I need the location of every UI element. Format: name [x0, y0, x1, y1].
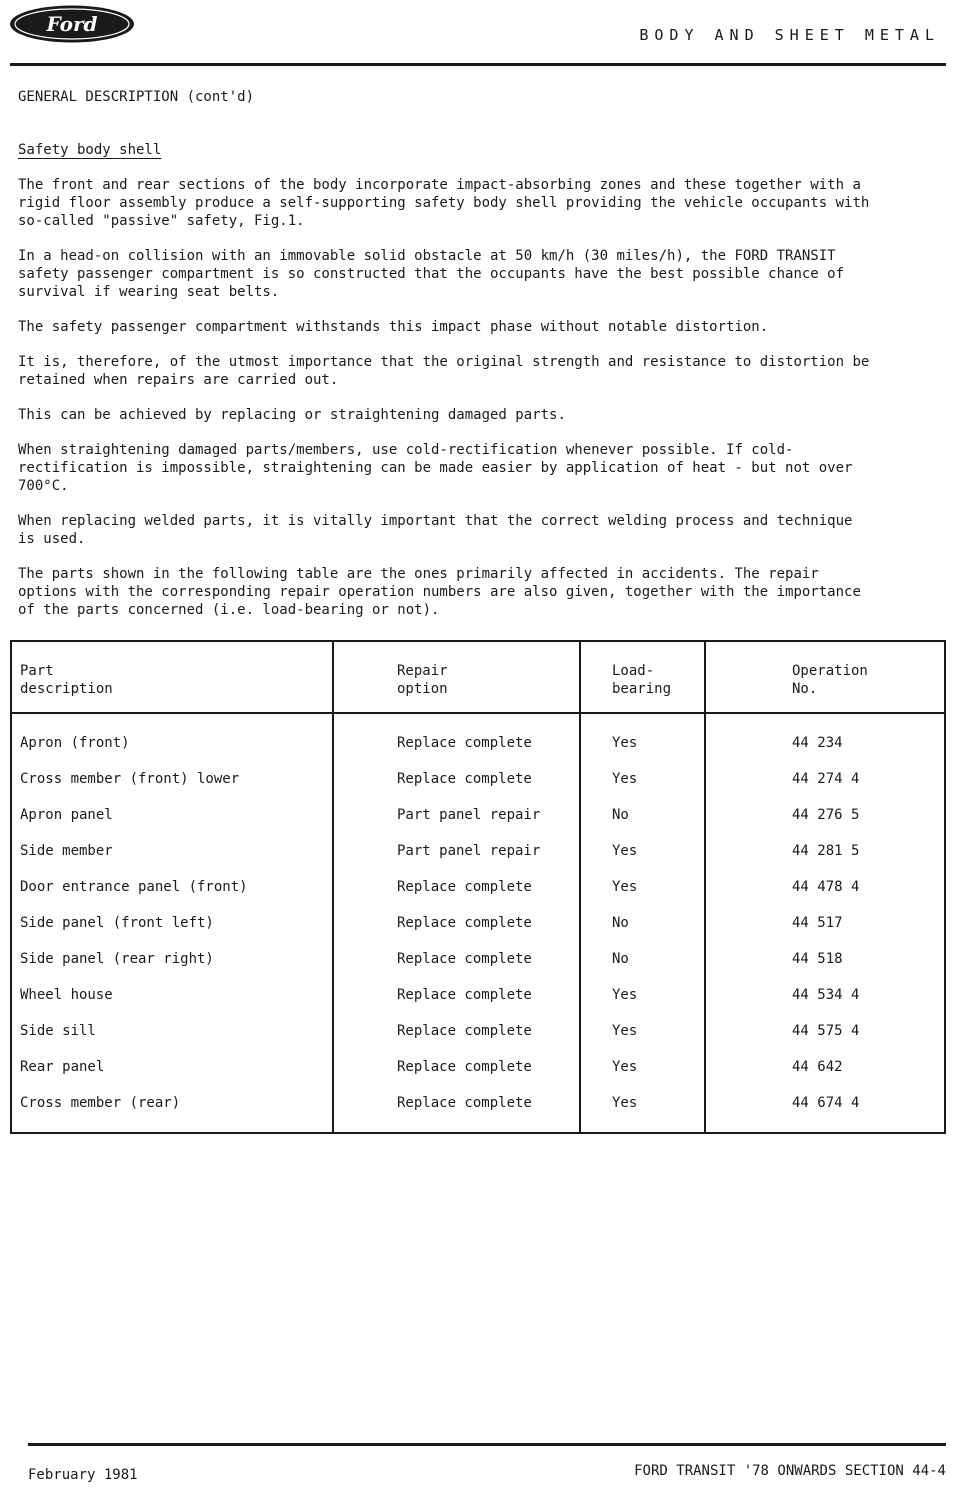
- cell-load-bearing: Yes: [612, 1023, 638, 1039]
- page-title: BODY AND SHEET METAL: [639, 26, 940, 44]
- parts-table: [10, 640, 946, 1134]
- cell-repair-option: Part panel repair: [397, 807, 541, 823]
- cell-operation-no: 44 517: [792, 915, 843, 931]
- cell-repair-option: Replace complete: [397, 771, 532, 787]
- paragraph: When replacing welded parts, it is vitally important that the correct welding process and technique is used.: [18, 513, 853, 547]
- cell-load-bearing: Yes: [612, 879, 638, 895]
- cell-part: Apron panel: [20, 807, 113, 823]
- cell-repair-option: Replace complete: [397, 879, 532, 895]
- cell-operation-no: 44 518: [792, 951, 843, 967]
- table-row: [12, 1058, 944, 1094]
- cell-operation-no: 44 276 5: [792, 807, 860, 823]
- table-row: [12, 986, 944, 1022]
- paragraph: The parts shown in the following table are the ones primarily affected in accidents. The repair options with the corresponding repair operation numbers are also given, together with the importance of the parts concerned (i.e. load-bearing or not).: [18, 566, 861, 618]
- cell-repair-option: Replace complete: [397, 951, 532, 967]
- cell-operation-no: 44 234: [792, 735, 843, 751]
- cell-part: Side sill: [20, 1023, 96, 1039]
- header-divider: [10, 63, 946, 66]
- cell-load-bearing: Yes: [612, 987, 638, 1003]
- section-heading: GENERAL DESCRIPTION (cont'd): [18, 89, 255, 105]
- table-row: [12, 770, 944, 806]
- column-header-repair-option: Repair option: [397, 663, 448, 697]
- table-row: [12, 806, 944, 842]
- table-row: [12, 950, 944, 986]
- table-row: [12, 1022, 944, 1058]
- cell-load-bearing: No: [612, 807, 629, 823]
- table-row: [12, 842, 944, 878]
- table-row: [12, 1094, 944, 1130]
- ford-logo-text: Ford: [46, 12, 98, 36]
- column-header-part-description: Part description: [20, 663, 113, 697]
- cell-repair-option: Replace complete: [397, 1059, 532, 1075]
- cell-repair-option: Part panel repair: [397, 843, 541, 859]
- cell-load-bearing: No: [612, 951, 629, 967]
- cell-part: Wheel house: [20, 987, 113, 1003]
- cell-repair-option: Replace complete: [397, 1023, 532, 1039]
- cell-operation-no: 44 642: [792, 1059, 843, 1075]
- paragraph: This can be achieved by replacing or straightening damaged parts.: [18, 407, 566, 423]
- cell-operation-no: 44 534 4: [792, 987, 860, 1003]
- footer-section-reference: FORD TRANSIT '78 ONWARDS SECTION 44-4: [634, 1463, 946, 1479]
- cell-part: Side panel (rear right): [20, 951, 214, 967]
- cell-load-bearing: Yes: [612, 771, 638, 787]
- table-row: [12, 878, 944, 914]
- cell-load-bearing: Yes: [612, 1095, 638, 1111]
- cell-part: Side member: [20, 843, 113, 859]
- cell-operation-no: 44 281 5: [792, 843, 860, 859]
- cell-repair-option: Replace complete: [397, 735, 532, 751]
- cell-part: Cross member (front) lower: [20, 771, 240, 787]
- paragraph: When straightening damaged parts/members, use cold-rectification whenever possible. If cold- rectification is impossible, straightening can be made easier by application of heat - but not over 700°C.: [18, 442, 853, 494]
- cell-load-bearing: Yes: [612, 735, 638, 751]
- sub-heading: Safety body shell: [18, 142, 162, 158]
- cell-operation-no: 44 575 4: [792, 1023, 860, 1039]
- footer-date: February 1981: [28, 1467, 138, 1483]
- cell-load-bearing: Yes: [612, 843, 638, 859]
- paragraph: In a head-on collision with an immovable solid obstacle at 50 km/h (30 miles/h), the FORD TRANSIT safety passenger compartment is so constructed that the occupants have the best possible chance of survival if wearing seat belts.: [18, 248, 845, 300]
- cell-operation-no: 44 274 4: [792, 771, 860, 787]
- cell-part: Rear panel: [20, 1059, 105, 1075]
- table-row: [12, 914, 944, 950]
- cell-repair-option: Replace complete: [397, 1095, 532, 1111]
- cell-load-bearing: No: [612, 915, 629, 931]
- body-text: [18, 176, 933, 636]
- cell-operation-no: 44 478 4: [792, 879, 860, 895]
- column-header-operation-no: Operation No.: [792, 663, 868, 697]
- table-row: [12, 734, 944, 770]
- paragraph: The safety passenger compartment withstands this impact phase without notable distortion.: [18, 319, 769, 335]
- paragraph: It is, therefore, of the utmost importance that the original strength and resistance to distortion be retained when repairs are carried out.: [18, 354, 870, 388]
- cell-part: Apron (front): [20, 735, 130, 751]
- column-header-load-bearing: Load- bearing: [612, 663, 672, 697]
- cell-part: Cross member (rear): [20, 1095, 181, 1111]
- cell-repair-option: Replace complete: [397, 915, 532, 931]
- cell-part: Side panel (front left): [20, 915, 214, 931]
- cell-part: Door entrance panel (front): [20, 879, 248, 895]
- header-row-divider: [12, 712, 944, 714]
- footer-divider: [28, 1443, 946, 1446]
- paragraph: The front and rear sections of the body incorporate impact-absorbing zones and these together with a rigid floor assembly produce a self-supporting safety body shell providing the vehicle occupants with so-called "passive" safety, Fig.1.: [18, 177, 870, 229]
- cell-operation-no: 44 674 4: [792, 1095, 860, 1111]
- ford-logo: [8, 4, 136, 44]
- cell-load-bearing: Yes: [612, 1059, 638, 1075]
- cell-repair-option: Replace complete: [397, 987, 532, 1003]
